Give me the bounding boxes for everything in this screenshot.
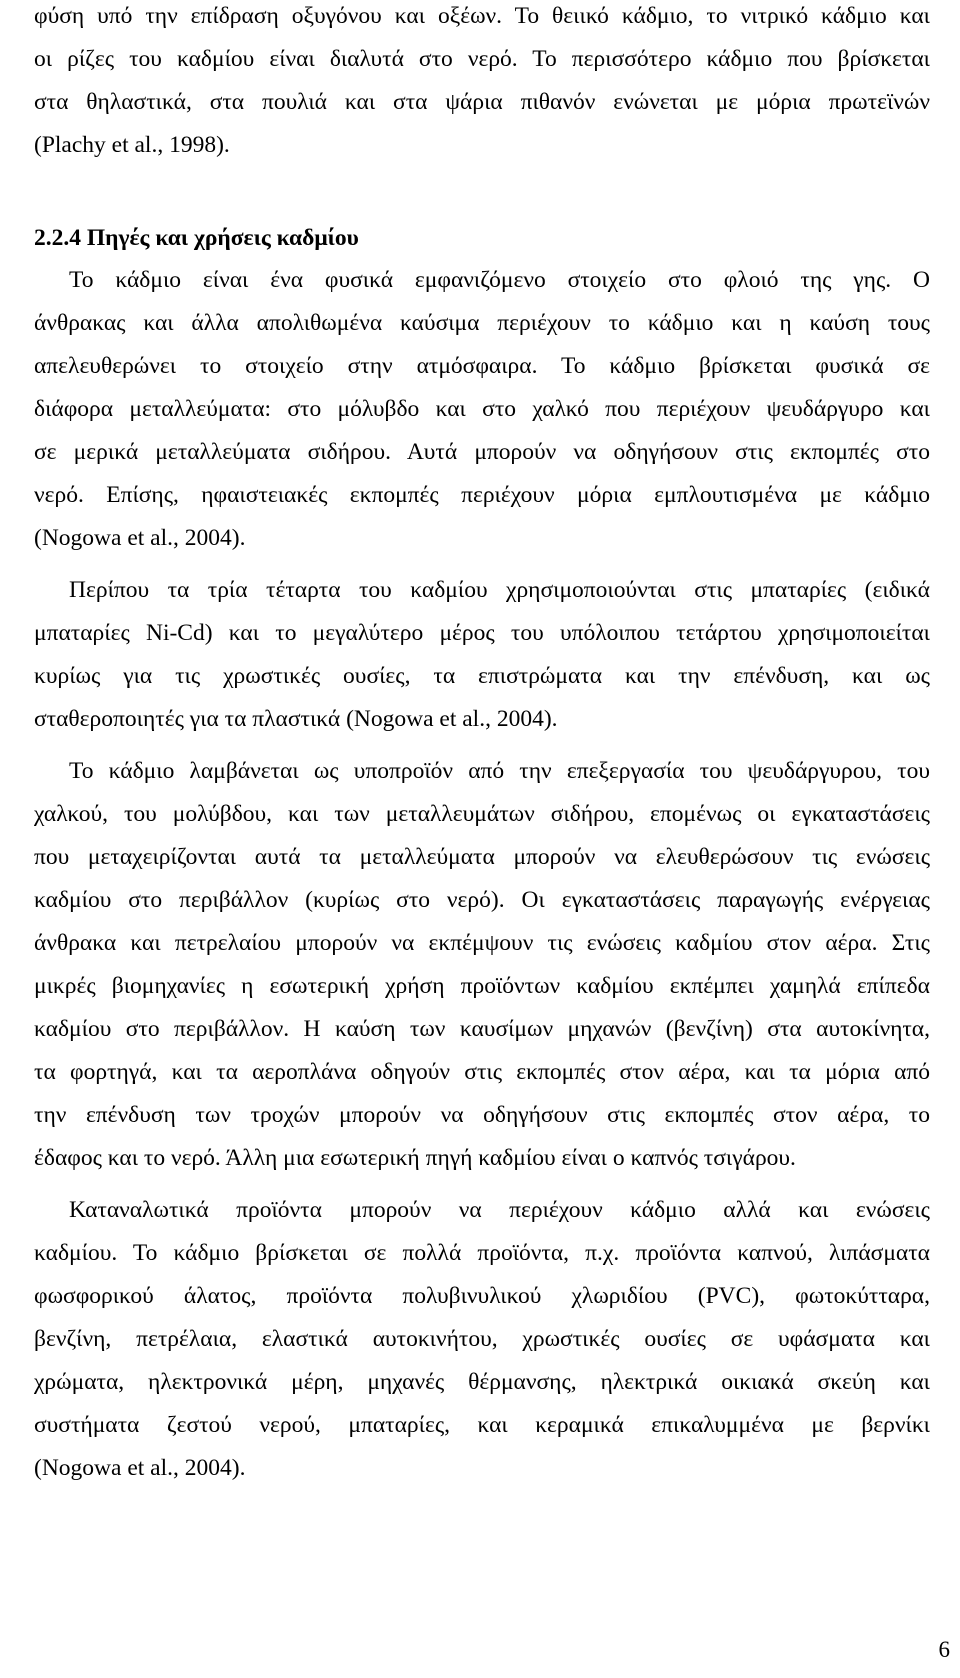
paragraph-line: χαλκού, του μολύβδου, και των μεταλλευμάτων σιδήρου, επομένως οι εγκαταστάσεις [34,801,930,827]
paragraph-line: βενζίνη, πετρέλαια, ελαστικά αυτοκινήτου, χρωστικές ουσίες σε υφάσματα και [34,1326,930,1352]
paragraph-line: τα φορτηγά, και τα αεροπλάνα οδηγούν στις εκπομπές στον αέρα, και τα μόρια από [34,1059,930,1085]
paragraph-line: που μεταχειρίζονται αυτά τα μεταλλεύματα μπορούν να ελευθερώσουν τις ενώσεις [34,844,930,870]
intro-line: οι ρίζες του καδμίου είναι διαλυτά στο νερό. Το περισσότερο κάδμιο που βρίσκεται [34,46,930,72]
paragraph-line: καδμίου στο περιβάλλον (κυρίως στο νερό). Οι εγκαταστάσεις παραγωγής ενέργειας [34,887,930,913]
paragraph-line: συστήματα ζεστού νερού, μπαταρίες, και κεραμικά επικαλυμμένα με βερνίκι [34,1412,930,1438]
intro-line: στα θηλαστικά, στα πουλιά και στα ψάρια πιθανόν ενώνεται με μόρια πρωτεϊνών [34,89,930,115]
paragraph-line: διάφορα μεταλλεύματα: στο μόλυβδο και στο χαλκό που περιέχουν ψευδάργυρο και [34,396,930,422]
paragraph-line: σταθεροποιητές για τα πλαστικά (Nogowa et al., 2004). [34,706,558,732]
paragraph-line: απελευθερώνει το στοιχείο στην ατμόσφαιρα. Το κάδμιο βρίσκεται φυσικά σε [34,353,930,379]
paragraph-line: κυρίως για τις χρωστικές ουσίες, τα επιστρώματα και την επένδυση, και ως [34,663,930,689]
paragraph-line: νερό. Επίσης, ηφαιστειακές εκπομπές περιέχουν μόρια εμπλουτισμένα με κάδμιο [34,482,930,508]
paragraph-line: την επένδυση των τροχών μπορούν να οδηγήσουν στις εκπομπές στον αέρα, το [34,1102,930,1128]
paragraph-line: μπαταρίες Ni-Cd) και το μεγαλύτερο μέρος του υπόλοιπου τετάρτου χρησιμοποιείται [34,620,930,646]
paragraph-line: Το κάδμιο λαμβάνεται ως υποπροϊόν από την επεξεργασία του ψευδάργυρου, του [69,758,930,784]
paragraph-line: (Nogowa et al., 2004). [34,525,246,551]
page-number: 6 [938,1637,950,1662]
paragraph-line: Το κάδμιο είναι ένα φυσικά εμφανιζόμενο στοιχείο στο φλοιό της γης. Ο [69,267,930,293]
section-heading: 2.2.4 Πηγές και χρήσεις καδμίου [34,225,359,251]
paragraph-line: σε μερικά μεταλλεύματα σιδήρου. Αυτά μπορούν να οδηγήσουν στις εκπομπές στο [34,439,930,465]
paragraph-line: μικρές βιομηχανίες η εσωτερική χρήση προϊόντων καδμίου εκπέμπει χαμηλά επίπεδα [34,973,930,999]
paragraph-line: άνθρακας και άλλα απολιθωμένα καύσιμα περιέχουν το κάδμιο και η καύση τους [34,310,930,336]
paragraph-line: καδμίου. Το κάδμιο βρίσκεται σε πολλά προϊόντα, π.χ. προϊόντα καπνού, λιπάσματα [34,1240,930,1266]
paragraph-line: καδμίου στο περιβάλλον. Η καύση των καυσίμων μηχανών (βενζίνη) στα αυτοκίνητα, [34,1016,930,1042]
paragraph-line: έδαφος και το νερό. Άλλη μια εσωτερική πηγή καδμίου είναι ο καπνός τσιγάρου. [34,1145,796,1171]
paragraph-line: φωσφορικού άλατος, προϊόντα πολυβινυλικού χλωριδίου (PVC), φωτοκύτταρα, [34,1283,930,1309]
paragraph-line: άνθρακα και πετρελαίου μπορούν να εκπέμψουν τις ενώσεις καδμίου στον αέρα. Στις [34,930,930,956]
paragraph-line: (Nogowa et al., 2004). [34,1455,246,1481]
paragraph-line: Καταναλωτικά προϊόντα μπορούν να περιέχουν κάδμιο αλλά και ενώσεις [69,1197,930,1223]
paragraph-line: χρώματα, ηλεκτρονικά μέρη, μηχανές θέρμανσης, ηλεκτρικά οικιακά σκεύη και [34,1369,930,1395]
intro-line: φύση υπό την επίδραση οξυγόνου και οξέων. Το θειικό κάδμιο, το νιτρικό κάδμιο και [34,3,930,29]
paragraph-line: Περίπου τα τρία τέταρτα του καδμίου χρησιμοποιούνται στις μπαταρίες (ειδικά [69,577,930,603]
intro-line: (Plachy et al., 1998). [34,132,230,158]
